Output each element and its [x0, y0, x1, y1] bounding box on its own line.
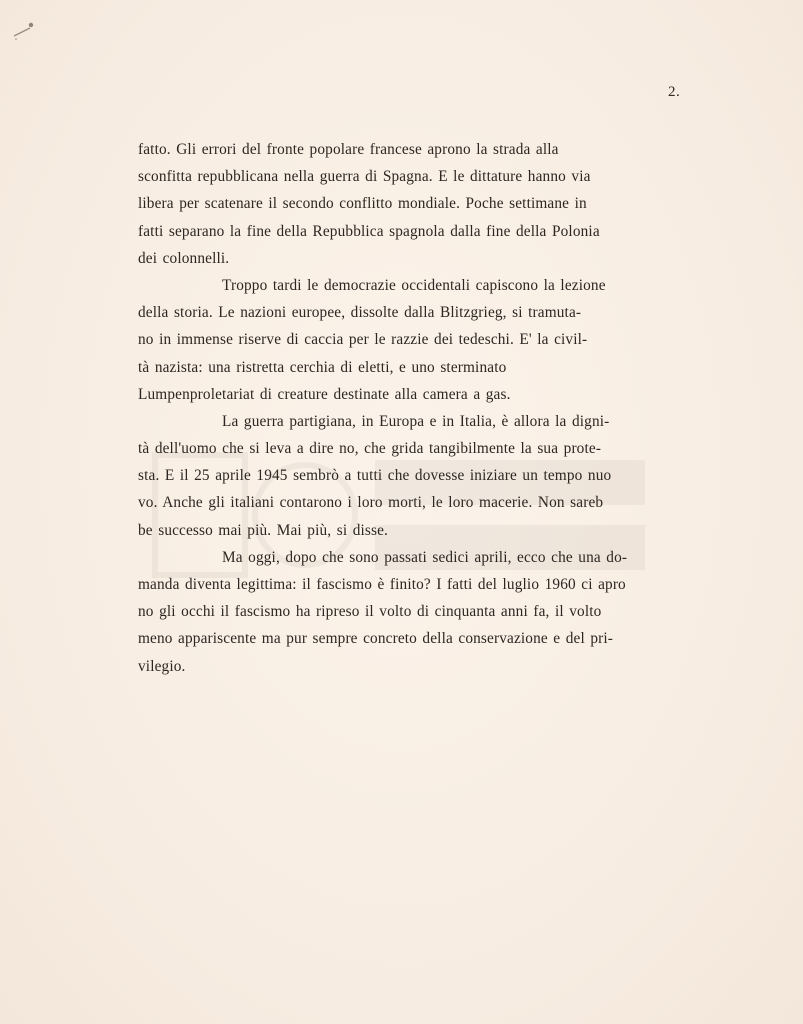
- text-line: sconfitta repubblicana nella guerra di Spagna. E le dittature hanno via: [138, 168, 591, 186]
- body-text: [138, 136, 728, 680]
- text-line: libera per scatenare il secondo conflitto mondiale. Poche settimane in: [138, 195, 587, 213]
- text-line: meno appariscente ma pur sempre concreto della conservazione e del pri-: [138, 630, 614, 648]
- text-line: tà dell'uomo che si leva a dire no, che grida tangibilmente la sua prote-: [138, 440, 602, 458]
- text-line: fatto. Gli errori del fronte popolare francese aprono la strada alla: [138, 141, 559, 158]
- text-line: manda diventa legittima: il fascismo è finito? I fatti del luglio 1960 ci apro: [138, 576, 626, 593]
- text-line: Lumpenproletariat di creature destinate alla camera a gas.: [138, 385, 511, 403]
- text-line: no gli occhi il fascismo ha ripreso il volto di cinquanta anni fa, il volto: [138, 603, 602, 621]
- text-line: La guerra partigiana, in Europa e in Italia, è allora la digni-: [222, 412, 610, 430]
- paper-mark-icon: [12, 20, 36, 42]
- text-line: be successo mai più. Mai più, si disse.: [138, 521, 389, 539]
- text-line: tà nazista: una ristretta cerchia di eletti, e uno sterminato: [138, 358, 507, 376]
- text-line: no in immense riserve di caccia per le razzie dei tedeschi. E' la civil-: [138, 331, 588, 349]
- text-line: della storia. Le nazioni europee, dissolte dalla Blitzgrieg, si tramuta-: [138, 304, 582, 322]
- page-number: 2.: [668, 84, 681, 100]
- text-line: Ma oggi, dopo che sono passati sedici aprili, ecco che una do-: [222, 548, 628, 566]
- text-line: Troppo tardi le democrazie occidentali capiscono la lezione: [222, 276, 606, 294]
- text-line: dei colonnelli.: [138, 249, 230, 267]
- text-line: fatti separano la fine della Repubblica spagnola dalla fine della Polonia: [138, 222, 600, 240]
- text-line: sta. E il 25 aprile 1945 sembrò a tutti che dovesse iniziare un tempo nuo: [138, 467, 612, 485]
- text-line: vo. Anche gli italiani contarono i loro morti, le loro macerie. Non sareb: [138, 494, 604, 512]
- text-line: vilegio.: [138, 657, 186, 675]
